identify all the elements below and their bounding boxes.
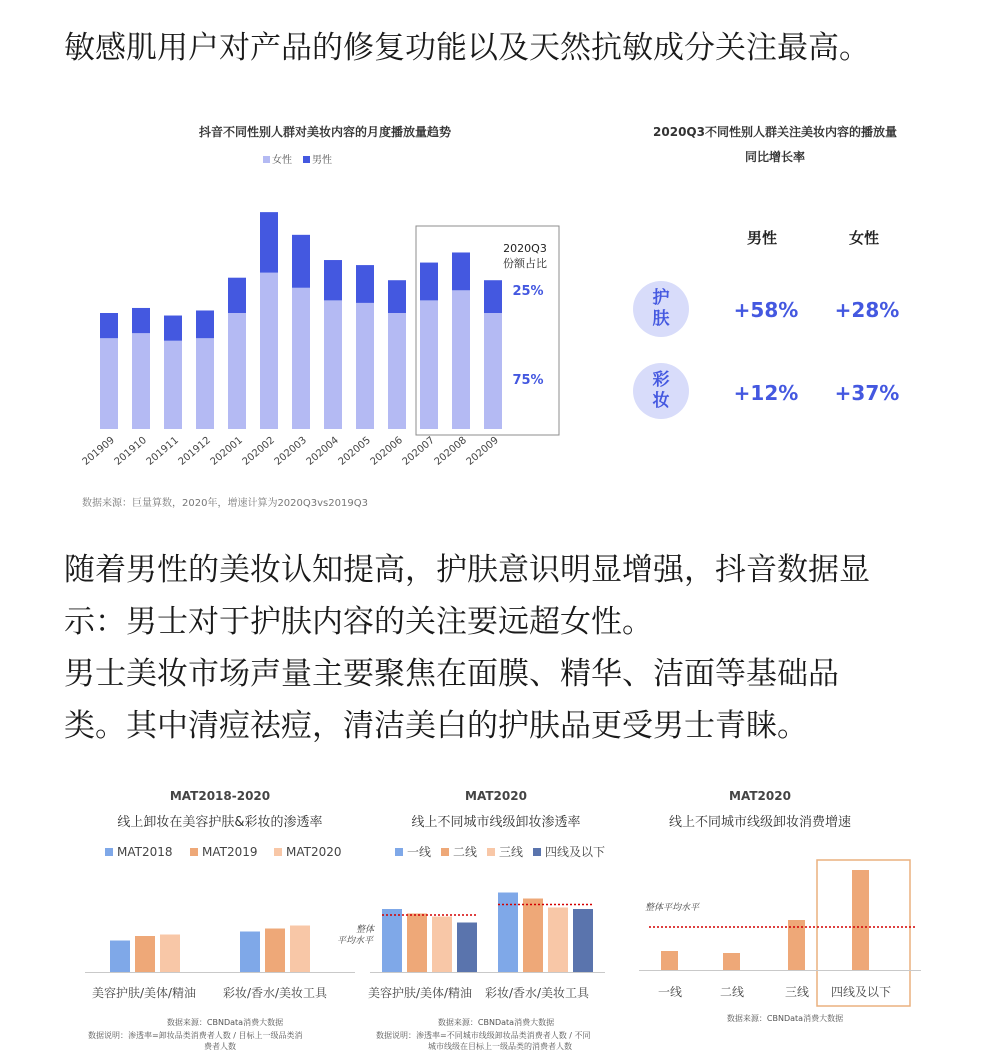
- bar-male-202004: [324, 260, 342, 300]
- reference-line-label: 平均水平: [336, 936, 374, 946]
- body-line: 男士美妆市场声量主要聚焦在面膜、精华、洁面等基础品: [64, 656, 839, 692]
- column-header-female: 女性: [848, 229, 880, 247]
- legend-swatch-male: [303, 156, 310, 163]
- body-line: 示：男士对于护肤内容的关注要远超女性。: [64, 604, 653, 640]
- bar-MAT2020: [290, 926, 310, 973]
- q3-annotation-subtitle: 份额占比: [503, 257, 547, 270]
- bar-female-202007: [420, 300, 438, 429]
- legend-label: MAT2018: [117, 845, 173, 859]
- x-tick-label: 201912: [176, 434, 213, 468]
- category-label: 彩妆/香水/美妆工具: [222, 986, 328, 1000]
- body-line: 随着男性的美妆认知提高，护肤意识明显增强，抖音数据显: [64, 552, 870, 588]
- category-label: 美容护肤/美体/精油: [367, 986, 473, 1000]
- x-tick-label: 202005: [336, 434, 373, 468]
- penetration-by-category-chart: [80, 780, 370, 1052]
- category-label: 四线及以下: [830, 985, 892, 999]
- chart-title: 线上不同城市线级卸妆渗透率: [411, 815, 581, 830]
- reference-line-label: 整体平均水平: [645, 903, 700, 913]
- x-tick-label: 202006: [368, 434, 405, 468]
- chart-title: 线上卸妆在美容护肤&彩妆的渗透率: [117, 815, 323, 830]
- legend-label: 四线及以下: [545, 845, 606, 859]
- bar-一线: [661, 951, 678, 970]
- bar-MAT2019: [135, 936, 155, 972]
- table-title-line2: 同比增长率: [744, 150, 806, 164]
- bar-二线: [523, 899, 543, 973]
- bar-male-202001: [228, 278, 246, 313]
- bar-female-202005: [356, 303, 374, 429]
- monthly-trend-chart: [70, 110, 570, 520]
- x-tick-label: 202008: [432, 434, 469, 468]
- growth-value: +28%: [834, 298, 900, 322]
- growth-value: +37%: [834, 381, 900, 405]
- bar-female-201909: [100, 338, 118, 429]
- x-tick-label: 202002: [240, 434, 277, 468]
- bar-一线: [382, 909, 402, 972]
- legend-swatch-female: [263, 156, 270, 163]
- bar-male-201910: [132, 308, 150, 333]
- row-label-char: 妆: [652, 391, 670, 411]
- yoy-growth-table: [610, 110, 940, 430]
- chart-super-title: MAT2020: [465, 789, 527, 803]
- category-label: 三线: [784, 985, 810, 999]
- category-label: 彩妆/香水/美妆工具: [484, 986, 590, 1000]
- legend-label: 二线: [453, 845, 478, 859]
- bar-female-202008: [452, 290, 470, 429]
- legend-swatch: [533, 848, 541, 856]
- bar-female-201911: [164, 341, 182, 429]
- bar-二线: [407, 914, 427, 973]
- bar-MAT2019: [265, 929, 285, 973]
- legend-label: MAT2020: [286, 845, 342, 859]
- chart-note: 费者人数: [204, 1042, 236, 1051]
- bar-male-202008: [452, 252, 470, 290]
- body-line: 类。其中清痘祛痘，清洁美白的护肤品更受男士青睐。: [64, 708, 808, 744]
- x-tick-label: 201911: [144, 434, 181, 468]
- male-share-label: 25%: [512, 284, 544, 299]
- row-label-char: 肤: [652, 309, 670, 329]
- female-share-label: 75%: [512, 373, 544, 388]
- bar-female-202003: [292, 288, 310, 429]
- bar-MAT2018: [110, 941, 130, 973]
- chart-super-title: MAT2020: [729, 789, 791, 803]
- x-tick-label: 202007: [400, 434, 437, 468]
- bar-四线及以下: [573, 909, 593, 972]
- legend-label-female: 女性: [272, 155, 292, 166]
- row-label-char: 彩: [652, 370, 670, 390]
- bar-male-202003: [292, 235, 310, 288]
- bar-male-201909: [100, 313, 118, 338]
- bar-female-202004: [324, 300, 342, 429]
- bar-female-202006: [388, 313, 406, 429]
- legend-swatch: [441, 848, 449, 856]
- bar-male-201912: [196, 310, 214, 338]
- reference-line-label: 整体: [355, 925, 375, 935]
- row-label-char: 护: [652, 288, 670, 308]
- legend-swatch: [190, 848, 198, 856]
- x-tick-label: 201909: [80, 434, 117, 468]
- growth-value: +58%: [733, 298, 799, 322]
- bar-male-201911: [164, 316, 182, 341]
- bar-MAT2018: [240, 932, 260, 973]
- bar-二线: [723, 953, 740, 970]
- x-tick-label: 202001: [208, 434, 245, 468]
- bar-female-202001: [228, 313, 246, 429]
- legend-swatch: [395, 848, 403, 856]
- bar-female-202002: [260, 273, 278, 429]
- bar-female-202009: [484, 313, 502, 429]
- bar-四线及以下: [852, 870, 869, 970]
- legend-label: MAT2019: [202, 845, 258, 859]
- row-makeup: [633, 363, 899, 419]
- bar-male-202009: [484, 280, 502, 313]
- chart-source: 数据来源：CBNData消费大数据: [726, 1014, 844, 1023]
- column-header-male: 男性: [746, 229, 778, 247]
- chart-source: 数据来源：CBNData消费大数据: [437, 1018, 555, 1027]
- x-tick-label: 202004: [304, 434, 341, 468]
- bar-MAT2020: [160, 935, 180, 973]
- legend-swatch: [105, 848, 113, 856]
- bar-male-202002: [260, 212, 278, 273]
- bar-三线: [548, 908, 568, 973]
- category-label: 二线: [719, 985, 745, 999]
- x-tick-label: 202009: [464, 434, 501, 468]
- table-title-line1: 2020Q3不同性别人群关注美妆内容的播放量: [653, 125, 897, 139]
- bar-female-201910: [132, 333, 150, 429]
- legend-label: 一线: [407, 845, 432, 859]
- chart-super-title: MAT2018-2020: [169, 789, 271, 803]
- chart-title: 抖音不同性别人群对美妆内容的月度播放量趋势: [198, 125, 452, 139]
- legend-swatch: [487, 848, 495, 856]
- bar-male-202006: [388, 280, 406, 313]
- penetration-by-city-chart: [330, 780, 630, 1052]
- legend-label: 三线: [499, 845, 524, 859]
- bar-male-202007: [420, 263, 438, 301]
- legend-swatch: [274, 848, 282, 856]
- x-tick-label: 201910: [112, 434, 149, 468]
- bar-三线: [432, 917, 452, 973]
- x-tick-label: 202003: [272, 434, 309, 468]
- chart-title: 线上不同城市线级卸妆消费增速: [668, 815, 852, 830]
- chart-note: 城市线级在目标上一级品类的消费者人数: [428, 1042, 572, 1051]
- bar-male-202005: [356, 265, 374, 303]
- q3-annotation-title: 2020Q3: [503, 242, 547, 255]
- row-skincare: [633, 281, 899, 337]
- intro-paragraph: 敏感肌用户对产品的修复功能以及天然抗敏成分关注最高。: [64, 30, 870, 66]
- growth-value: +12%: [733, 381, 799, 405]
- chart-source: 数据来源：巨量算数，2020年，增速计算为2020Q3vs2019Q3: [82, 498, 368, 509]
- chart-note: 数据说明：渗透率=卸妆品类消费者人数 / 目标上一级品类消: [88, 1031, 303, 1040]
- growth-by-city-chart: [635, 780, 925, 1052]
- category-label: 美容护肤/美体/精油: [91, 986, 197, 1000]
- chart-note: 数据说明：渗透率=不同城市线级卸妆品类消费者人数 / 不同: [376, 1031, 591, 1040]
- legend-label-male: 男性: [312, 155, 332, 166]
- chart-source: 数据来源：CBNData消费大数据: [166, 1018, 284, 1027]
- bar-四线及以下: [457, 923, 477, 973]
- bar-female-201912: [196, 338, 214, 429]
- category-label: 一线: [657, 985, 683, 999]
